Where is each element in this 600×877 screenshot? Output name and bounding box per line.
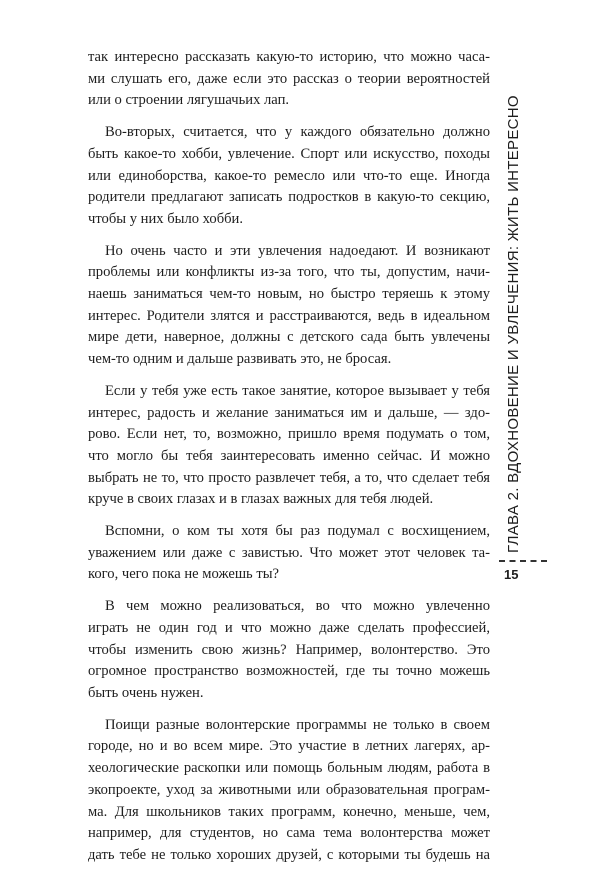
- text-line: ми слушать его, даже если это рассказ о теории вероятностей: [88, 70, 490, 87]
- paragraph-7: [88, 715, 490, 867]
- page-number: 15: [504, 567, 519, 582]
- text-line: играть не один год и что можно даже сделать профессией,: [88, 619, 490, 636]
- paragraph-3: [88, 241, 490, 371]
- text-line: чтобы у них было хобби.: [88, 210, 244, 227]
- text-line: мире дети, наверное, должны с детского сада быть увлечены: [88, 329, 490, 346]
- text-line: Но очень часто и эти увлечения надоедают. И возникают: [105, 242, 490, 259]
- text-line: быть какое-то хобби, увлечение. Спорт или искусство, походы: [88, 145, 490, 162]
- text-line: что могло бы тебя заинтересовать именно сейчас. И можно: [88, 447, 490, 464]
- page-number-divider: [499, 560, 547, 562]
- text-line: Если у тебя уже есть такое занятие, которое вызывает у тебя: [105, 382, 490, 399]
- paragraph-6: [88, 596, 490, 705]
- paragraph-5: [88, 521, 490, 586]
- paragraph-4: [88, 381, 490, 511]
- text-line: например, для студентов, но сама тема волонтерства может: [88, 825, 490, 842]
- text-line: В чем можно реализоваться, во что можно увлеченно: [105, 598, 490, 615]
- text-line: Вспомни, о ком ты хотя бы раз подумал с восхищением,: [105, 523, 490, 540]
- text-line: чем-то одним и дальше развивать это, не бросая.: [88, 351, 392, 368]
- paragraph-1: [88, 47, 490, 112]
- text-line: чтобы изменить свою жизнь? Например, волонтерство. Это: [88, 641, 490, 658]
- chapter-title: ГЛАВА 2. ВДОХНОВЕНИЕ И УВЛЕЧЕНИЯ: ЖИТЬ ИНТЕРЕСНО: [505, 95, 522, 553]
- text-line: или единоборства, какое-то ремесло или что-то еще. Иногда: [88, 167, 490, 184]
- text-line: или о строении лягушачьих лап.: [88, 92, 290, 109]
- text-line: интерес. Родители злятся и расстраиваются, ведь в идеальном: [88, 307, 490, 324]
- text-line: родители предлагают записать подростков в какую-то секцию,: [88, 189, 490, 206]
- text-line: городе, но и во всем мире. Это участие в летних лагерях, ар-: [88, 738, 490, 755]
- text-line: ма. Для школьников таких программ, конечно, меньше, чем,: [88, 803, 490, 820]
- text-line: круче в своих глазах и в глазах важных для тебя людей.: [88, 491, 434, 508]
- text-line: уважением или даже с завистью. Что может этот человек та-: [88, 544, 490, 561]
- text-line: Поищи разные волонтерские программы не только в своем: [105, 716, 490, 733]
- text-line: быть очень нужен.: [88, 684, 204, 701]
- text-line: хеологические раскопки или помощь больным людям, работа в: [88, 760, 490, 777]
- paragraph-2: [88, 122, 490, 231]
- text-line: Во-вторых, считается, что у каждого обязательно должно: [105, 124, 490, 141]
- text-line: наешь заниматься чем-то новым, но быстро теряешь к этому: [88, 286, 490, 303]
- text-line: дать тебе не только хороших друзей, с которыми ты будешь на: [88, 846, 490, 863]
- text-line: интерес, радость и желание заниматься им и дальше, — здо-: [88, 404, 490, 421]
- text-line: так интересно рассказать какую-то историю, что можно часа-: [88, 49, 490, 65]
- text-line: огромное пространство возможностей, где ты точно можешь: [88, 663, 490, 680]
- text-line: кого, чего пока не можешь ты?: [88, 566, 280, 583]
- text-line: выбрать не то, что просто развлечет тебя, а то, что сделает тебя: [88, 469, 490, 486]
- text-line: рово. Если нет, то, возможно, пришло время подумать о том,: [88, 426, 490, 443]
- page-body: [88, 47, 490, 877]
- text-line: экопроекте, уход за животными или образовательная програм-: [88, 781, 490, 798]
- text-line: проблемы или конфликты из-за того, что ты, допустим, начи-: [88, 264, 490, 281]
